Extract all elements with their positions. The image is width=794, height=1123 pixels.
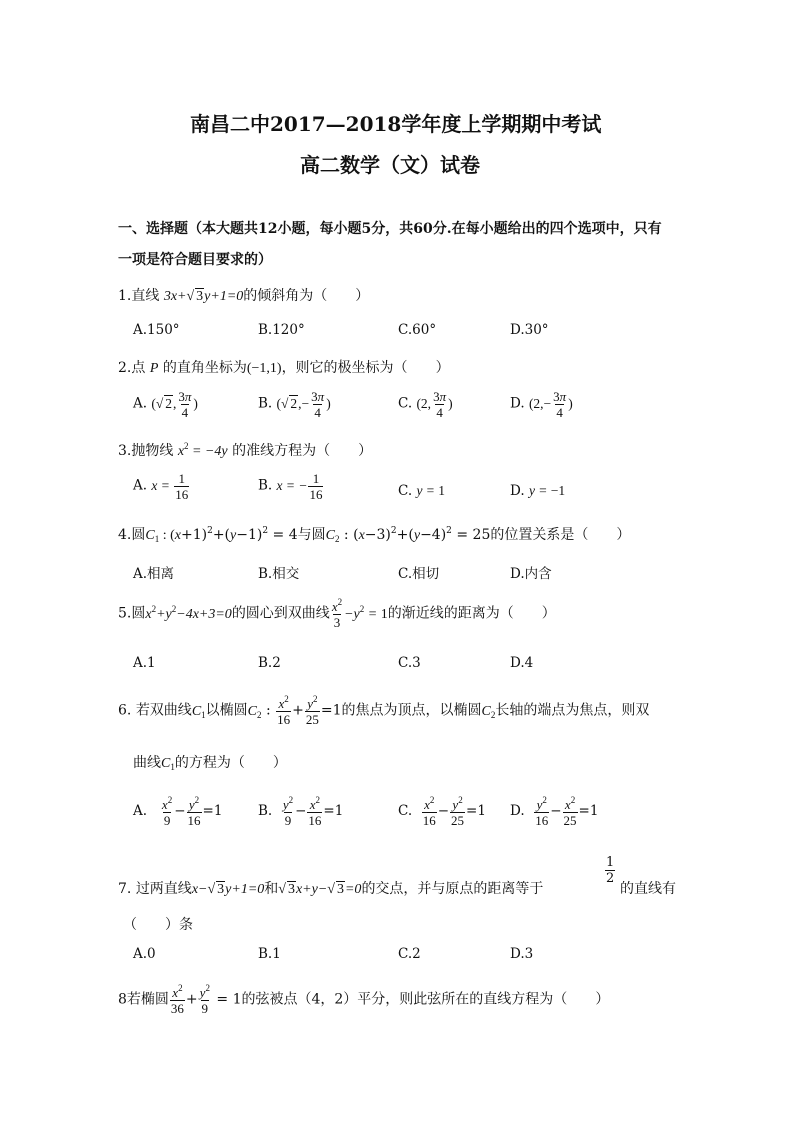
q4-option-c: C.相切 <box>398 566 440 582</box>
fraction-one-half: $\frac{1}{2}$ <box>606 855 615 886</box>
q5-option-c: C.3 <box>398 655 421 671</box>
math-expression: 3x+√ 3y+1=0 <box>163 289 244 304</box>
q5-option-d: D.4 <box>510 655 534 671</box>
section-intro-line1: 一、选择题（本大题共12小题，每小题5分，共60分.在每小题给出的四个选项中，只有 <box>118 221 662 237</box>
question-2: 2.点 P 的直角坐标为(−1,1)，则它的极坐标为（ ） <box>118 360 450 376</box>
question-7-end: 的直线有 <box>620 881 676 897</box>
question-text: 的倾斜角为（ <box>243 288 328 304</box>
q1-option-c: C.60° <box>398 322 437 338</box>
q7-option-d: D.3 <box>510 946 534 962</box>
q6-option-d: D. $\frac{y^2}{16}$ − $\frac{x^2}{25}$ =1 <box>510 795 599 828</box>
q4-option-b: B.相交 <box>258 566 300 582</box>
q3-option-c: C. y = 1 <box>398 483 446 499</box>
q6-option-a: A. $\frac{x^2}{9}$ − $\frac{y^2}{16}$ =1 <box>133 795 223 828</box>
q7-option-b: B.1 <box>258 946 281 962</box>
q1-option-d: D.30° <box>510 322 549 338</box>
q4-option-a: A.相离 <box>133 566 175 582</box>
q7-option-c: C.2 <box>398 946 421 962</box>
q3-option-a: A. x = $\frac{1}{16}$ <box>133 471 189 502</box>
exam-title: 南昌二中2017—2018学年度上学期期中考试 <box>190 112 602 136</box>
question-1: 1.直线 3x+√ 3y+1=0的倾斜角为（ ） <box>118 288 370 304</box>
q2-option-b: B. (√ 2,− $\frac{3\pi}{4}$ ) <box>258 389 331 420</box>
q4-option-d: D.内含 <box>510 566 552 582</box>
exam-subtitle: 高二数学（文）试卷 <box>300 153 480 177</box>
q5-option-b: B.2 <box>258 655 281 671</box>
q6-option-b: B. $\frac{y^2}{9}$ − $\frac{x^2}{16}$ =1 <box>258 795 344 828</box>
question-5: 5.圆$x^2+y^2-4x+3=0$的圆心到双曲线 $\frac{x^2}{3}$ $-y^2 = 1$的渐近线的距离为（ ） <box>118 597 556 630</box>
question-4: 4.圆$C_1$ : $(x+1)^2+(y-1)^2 = 4$与圆$C_2$ : $(x-3)^2+(y-4)^2 = 25$的位置关系是（ ） <box>118 526 631 544</box>
q6-option-c: C. $\frac{x^2}{16}$ − $\frac{y^2}{25}$ =1 <box>398 795 486 828</box>
q3-option-d: D. y = −1 <box>510 483 566 499</box>
question-3: 3.抛物线 $x^2 = -4y$ 的准线方程为（ ） <box>118 441 373 459</box>
q2-option-a: A. (√ 2, $\frac{3\pi}{4}$ ) <box>133 389 198 420</box>
q2-option-c: C. (2, $\frac{3\pi}{4}$ ) <box>398 389 453 420</box>
q1-option-b: B.120° <box>258 322 305 338</box>
question-6-line2: 曲线$C_1$的方程为（ ） <box>133 755 287 772</box>
q5-option-a: A.1 <box>133 655 156 671</box>
q1-option-a: A.150° <box>133 322 180 338</box>
q3-option-b: B. x = − $\frac{1}{16}$ <box>258 471 323 502</box>
math-expression: (−1,1) <box>246 361 282 376</box>
question-6: 6. 若双曲线$C_1$以椭圆$C_2$ : $\frac{x^2}{16}$ + $\frac{y^2}{25}$ =1的焦点为顶点，以椭圆$C_2$长轴的端点为焦点，则双 <box>118 694 650 727</box>
question-7: 7. 过两直线x−√ 3y+1=0和√ 3x+y−√ 3=0的交点，并与原点的距离等于 <box>118 881 544 897</box>
section-intro-line2: 一项是符合题目要求的） <box>118 252 272 268</box>
question-text: 直线 <box>131 288 160 304</box>
q2-option-d: D. (2,− $\frac{3\pi}{4}$ ) <box>510 389 573 420</box>
question-7-line2: （ ）条 <box>123 917 193 933</box>
question-8: 8若椭圆 $\frac{x^2}{36}$ + $\frac{y^2}{9}$ = 1的弦被点（4，2）平分，则此弦所在的直线方程为（ ） <box>118 983 610 1016</box>
q7-option-a: A.0 <box>133 946 156 962</box>
question-number: 1. <box>118 288 132 304</box>
